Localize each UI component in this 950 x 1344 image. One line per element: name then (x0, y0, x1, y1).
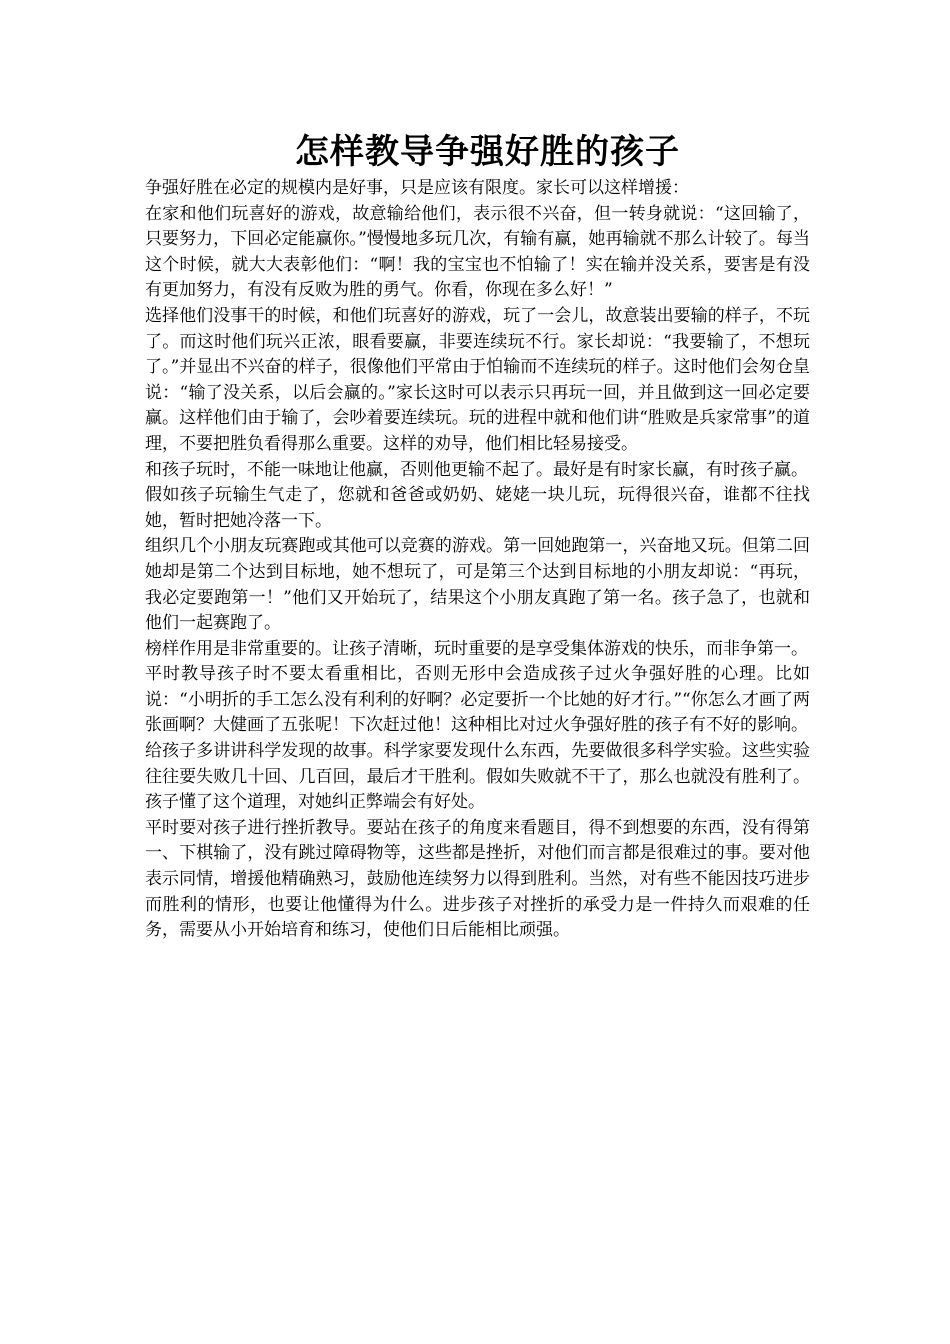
paragraph: 组织几个小朋友玩赛跑或其他可以竞赛的游戏。第一回她跑第一，兴奋地又玩。但第二回她却是第二个达到目标地，她不想玩了，可是第三个达到目标地的小朋友却说：“再玩，我必定要跑第一！”他们又开始玩了，结果这个小朋友真跑了第一名。孩子急了，也就和他们一起赛跑了。 (145, 536, 810, 634)
paragraph: 在家和他们玩喜好的游戏，故意输给他们，表示很不兴奋，但一转身就说：“这回输了，只要努力，下回必定能赢你。”慢慢地多玩几次，有输有赢，她再输就不那么计较了。每当这个时候，就大大表彰他们：“啊！我的宝宝也不怕输了！实在输并没关系，要害是有没有更加努力，有没有反败为胜的勇气。你看，你现在多么好！” (145, 203, 810, 301)
paragraph: 和孩子玩时，不能一味地让他赢，否则他更输不起了。最好是有时家长赢，有时孩子赢。 (145, 459, 808, 480)
document-body (145, 176, 810, 944)
paragraph: 选择他们没事干的时候，和他们玩喜好的游戏，玩了一会儿，故意装出要输的样子，不玩了。而这时他们玩兴正浓，眼看要赢，非要连续玩不行。家长却说：“我要输了，不想玩了。”并显出不兴奋的样子，很像他们平常由于怕输而不连续玩的样子。这时他们会匆仓皇说：“输了没关系，以后会赢的。”家长这时可以表示只再玩一回，并且做到这一回必定要赢。这样他们由于输了，会吵着要连续玩。玩的进程中就和他们讲“胜败是兵家常事”的道理，不要把胜负看得那么重要。这样的劝导，他们相比轻易接受。 (145, 305, 810, 454)
paragraph: 平时要对孩子进行挫折教导。要站在孩子的角度来看题目，得不到想要的东西，没有得第一、下棋输了，没有跳过障碍物等，这些都是挫折，对他们而言都是很难过的事。要对他表示同情，增援他精确熟习，鼓励他连续努力以得到胜利。当然，对有些不能因技巧进步而胜利的情形，也要让他懂得为什么。进步孩子对挫折的承受力是一件持久而艰难的任务，需要从小开始培育和练习，使他们日后能相比顽强。 (145, 817, 810, 941)
paragraph: 平时教导孩子时不要太看重相比，否则无形中会造成孩子过火争强好胜的心理。比如说：“小明折的手工怎么没有利利的好啊？必定要折一个比她的好才行。”“你怎么才画了两张画啊？大健画了五张呢！下次赶过他！这种相比对过火争强好胜的孩子有不好的影响。 (145, 664, 810, 736)
document-title: 怎样教导争强好胜的孩子 (295, 132, 680, 172)
document-page (145, 128, 810, 944)
paragraph: 给孩子多讲讲科学发现的故事。科学家要发现什么东西，先要做很多科学实验。这些实验往往要失败几十回、几百回，最后才干胜利。假如失败就不干了，那么也就没有胜利了。孩子懂了这个道理，对她纠正弊端会有好处。 (145, 741, 810, 813)
paragraph: 争强好胜在必定的规模内是好事，只是应该有限度。家长可以这样增援： (145, 178, 689, 198)
paragraph: 榜样作用是非常重要的。让孩子清晰，玩时重要的是享受集体游戏的快乐，而非争第一。 (145, 638, 808, 659)
paragraph: 假如孩子玩输生气走了，您就和爸爸或奶奶、姥姥一块儿玩，玩得很兴奋，谁都不往找她，暂时把她冷落一下。 (145, 485, 810, 531)
